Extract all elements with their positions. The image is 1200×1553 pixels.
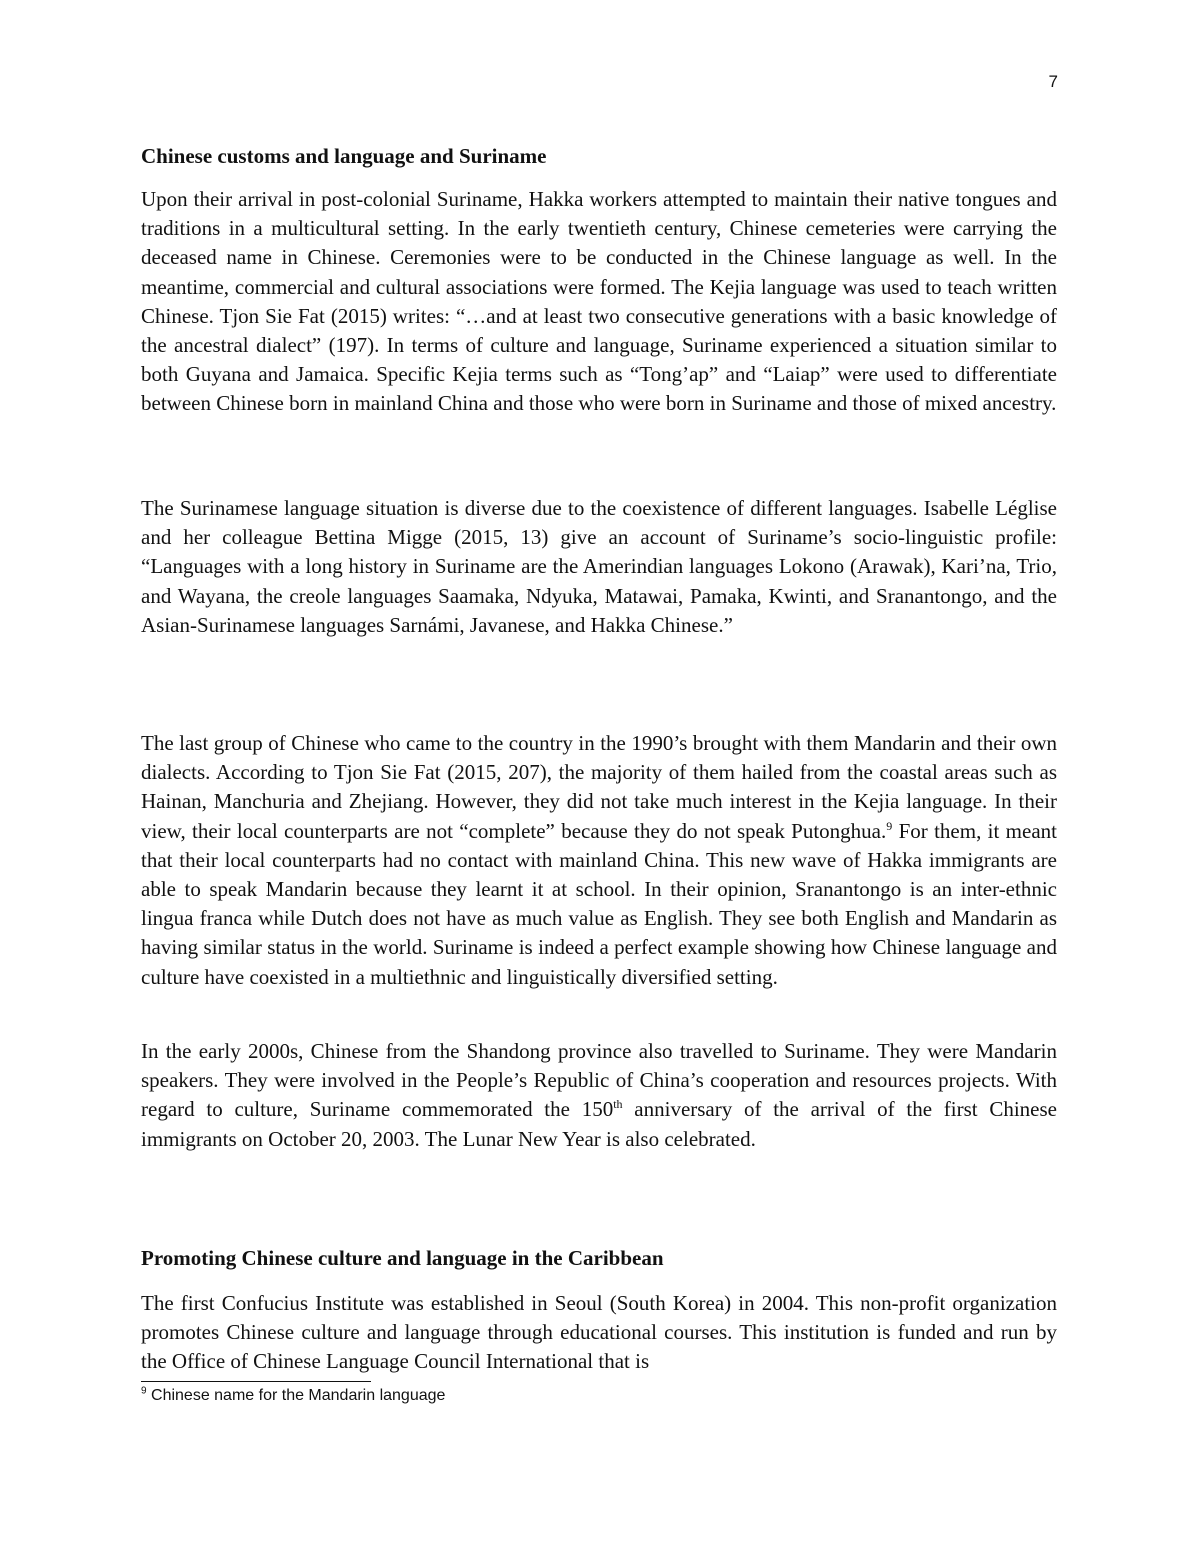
footnote-reference[interactable]: 9 — [886, 818, 893, 833]
page-number: 7 — [1048, 72, 1058, 91]
paragraph-shandong — [141, 1037, 1057, 1154]
footnote-text: Chinese name for the Mandarin language — [146, 1387, 446, 1404]
paragraph-last-group-text-1: The last group of Chinese who came to the country in the 1990’s brought with them Mandarin and their own dialects. According to Tjon Sie Fat (2015, 207), the majority of them hailed from the coastal areas such as Hainan, Manchuria and Zhejiang. However, they did not take much interest in the Kejia language. In their view, their local counterparts are not “complete” because they do not speak Putonghua. — [141, 731, 1057, 843]
paragraph-shandong-text-1: In the early 2000s, Chinese from the Shandong province also travelled to Suriname. They were Mandarin speakers. They were involved in the People’s Republic of China’s cooperation and resources projects. With regard to culture, Suriname commemorated the 150 — [141, 1039, 1057, 1122]
footnote-separator — [141, 1381, 371, 1382]
footnote-marker: 9 — [141, 1385, 147, 1397]
paragraph-last-group-text-2: For them, it meant that their local counterparts had no contact with mainland China. This new wave of Hakka immigrants are able to speak Mandarin because they learnt it at school. In their opinion, Sranantongo is an inter-ethnic lingua franca while Dutch does not have as much value as English. They see both English and Mandarin as having similar status in the world. Suriname is indeed a perfect example showing how Chinese language and culture have coexisted in a multiethnic and linguistically diversified setting. — [141, 818, 1057, 989]
ordinal-suffix: th — [613, 1097, 623, 1112]
footnote — [141, 1386, 1057, 1406]
paragraph-confucius-institute: The first Confucius Institute was established in Seoul (South Korea) in 2004. This non-profit organization promotes Chinese culture and language through educational courses. This institution is funded and run by the Office of Chinese Language Council International that is — [141, 1291, 1057, 1374]
paragraph-shandong-text-2: anniversary of the arrival of the first Chinese immigrants on October 20, 2003. The Lunar New Year is also celebrated. — [141, 1097, 1057, 1151]
paragraph-last-group — [141, 729, 1057, 992]
paragraph-language-situation: The Surinamese language situation is diverse due to the coexistence of different languages. Isabelle Léglise and her colleague Bettina Migge (2015, 13) give an account of Suriname’s socio-linguistic profile: “Languages with a long history in Suriname are the Amerindian languages Lokono (Arawak), Kari’na, Trio, and Wayana, the creole languages Saamaka, Ndyuka, Matawai, Pamaka, Kwinti, and Sranantongo, and the Asian-Surinamese languages Sarnámi, Javanese, and Hakka Chinese.” — [141, 496, 1057, 637]
section-heading-caribbean: Promoting Chinese culture and language in the Caribbean — [141, 1246, 664, 1270]
paragraph-arrival: Upon their arrival in post-colonial Suriname, Hakka workers attempted to maintain their native tongues and traditions in a multicultural setting. In the early twentieth century, Chinese cemeteries were carrying the deceased name in Chinese. Ceremonies were to be conducted in the Chinese language as well. In the meantime, commercial and cultural associations were formed. The Kejia language was used to teach written Chinese. Tjon Sie Fat (2015) writes: “…and at least two consecutive generations with a basic knowledge of the ancestral dialect” (197). In terms of culture and language, Suriname experienced a situation similar to both Guyana and Jamaica. Specific Kejia terms such as “Tong’ap” and “Laiap” were used to differentiate between Chinese born in mainland China and those who were born in Suriname and those of mixed ancestry. — [141, 187, 1057, 416]
section-heading-suriname: Chinese customs and language and Suriname — [141, 144, 547, 168]
